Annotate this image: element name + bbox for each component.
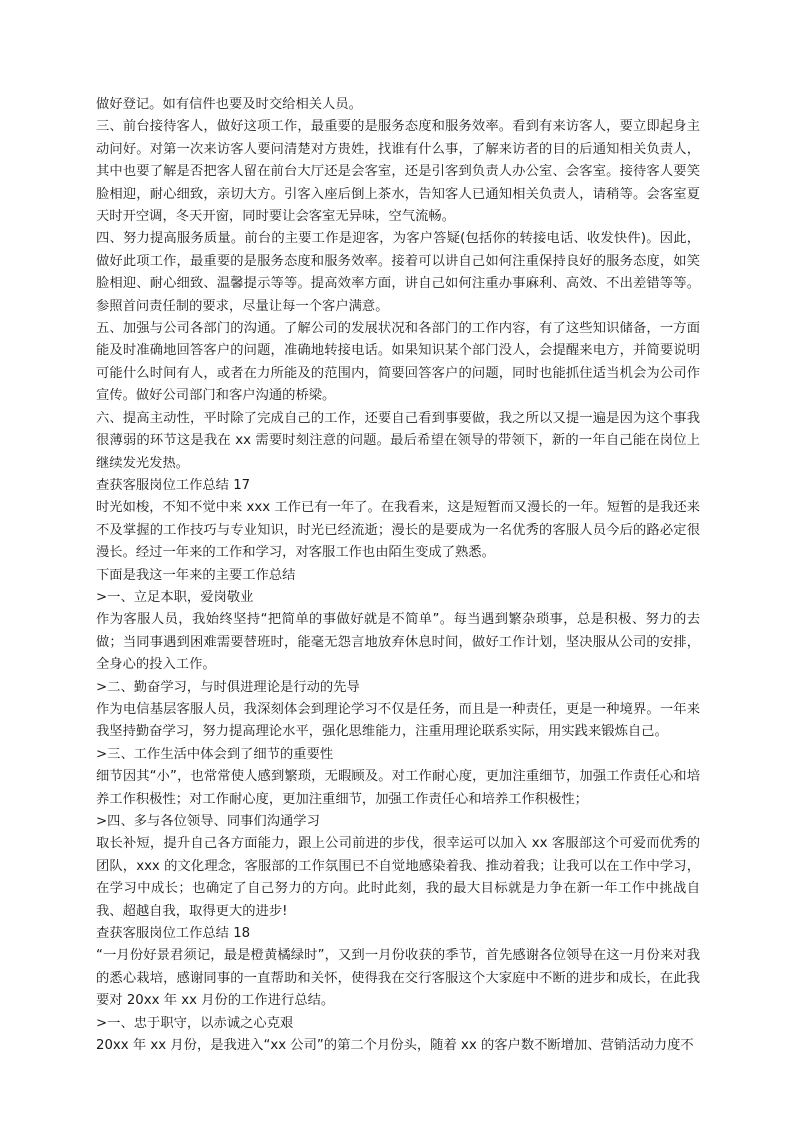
paragraph-item-5: 五、加强与公司各部门的沟通。了解公司的发展状况和各部门的工作内容，有了这些知识储备，一方面能及时准确地回答客户的问题，准确地转接电话。如果知识某个部门没人，会提醒来电方，并简要说明可能什么时间有人，或者在力所能及的范围内，简要回答客户的问题，同时也能抓住适当机会为公司作宣传。做好公司部门和客户沟通的桥梁。	[96, 321, 700, 404]
paragraph-sub-1: 作为客服人员，我始终坚持“把简单的事做好就是不简单”。每当遇到繁杂琐事，总是积极、努力的去做；当同事遇到困难需要替班时，能毫无怨言地放弃休息时间，做好工作计划，坚决服从公司的安排，全身心的投入工作。	[96, 612, 700, 673]
subheading-1: >一、立足本职，爱岗敬业	[96, 589, 254, 605]
document-body	[96, 94, 700, 1057]
paragraph-item-4: 四、努力提高服务质量。前台的主要工作是迎客，为客户答疑(包括你的转接电话、收发快件)。因此，做好此项工作，最重要的是服务态度和服务效率。接着可以讲自己如何注重保持良好的服务态度，如笑脸相迎、耐心细致、温馨提示等等。提高效率方面，讲自己如何注重办事麻利、高效、不出差错等等。参照首问责任制的要求，尽量让每一个客户满意。	[96, 231, 700, 314]
subheading-3: >三、工作生活中体会到了细节的重要性	[96, 746, 334, 762]
subheading-4: >四、多与各位领导、同事们沟通学习	[96, 814, 320, 829]
subheading-18-1: >一、忠于职守，以赤诚之心克艰	[96, 1015, 294, 1031]
paragraph-sub-2: 作为电信基层客服人员，我深刻体会到理论学习不仅是任务，而且是一种责任，更是一种境界。一年来我坚持勤奋学习，努力提高理论水平，强化思维能力，注重用理论联系实际，用实践来锻炼自己。	[96, 701, 700, 740]
paragraph-intro-17: 时光如梭，不知不觉中来 xxx 工作已有一年了。在我看来，这是短暂而又漫长的一年。短暂的是我还来不及掌握的工作技巧与专业知识，时光已经流逝；漫长的是要成为一名优秀的客服人员今后的路必定很漫长。经过一年来的工作和学习，对客服工作也由陌生变成了熟悉。	[96, 500, 700, 561]
paragraph-sub-18-1: 20xx 年 xx 月份，是我进入“xx 公司”的第二个月份头，随着 xx 的客户数不断增加、营销活动力度不	[96, 1038, 694, 1054]
paragraph-sub-4: 取长补短，提升自己各方面能力，跟上公司前进的步伐，很幸运可以加入 xx 客服部这个可爱而优秀的团队，xxx 的文化理念，客服部的工作氛围已不自觉地感染着我、推动着我；让我可以在工作中学习，在学习中成长；也确定了自己努力的方向。此时此刻，我的最大目标就是力争在新一年工作中挑战自我、超越自我，取得更大的进步!	[96, 836, 700, 919]
section-heading-17: 查获客服岗位工作总结 17	[96, 477, 251, 493]
paragraph-summary-lead: 下面是我这一年来的主要工作总结	[96, 567, 296, 583]
paragraph-intro-18: “一月份好景君须记，最是橙黄橘绿时”，又到一月份收获的季节，首先感谢各位领导在这一月份来对我的悉心栽培，感谢同事的一直帮助和关怀，使得我在交行客服这个大家庭中不断的进步和成长，在此我要对 20xx 年 xx 月份的工作进行总结。	[96, 948, 700, 1009]
paragraph-item-6: 六、提高主动性，平时除了完成自己的工作，还要自己看到事要做，我之所以又提一遍是因为这个事我很薄弱的环节这是我在 xx 需要时刻注意的问题。最后希望在领导的带领下，新的一年自己能在岗位上继续发光发热。	[96, 410, 700, 471]
paragraph-sub-3: 细节因其“小”，也常常使人感到繁琐，无暇顾及。对工作耐心度，更加注重细节，加强工作责任心和培养工作积极性；对工作耐心度，更加注重细节，加强工作责任心和培养工作积极性；	[96, 769, 700, 807]
paragraph-item-3: 三、前台接待客人，做好这项工作，最重要的是服务态度和服务效率。看到有来访客人，要立即起身主动问好。对第一次来访客人要问清楚对方贵姓，找谁有什么事，了解来访者的目的后通知相关负责人，其中也要了解是否把客人留在前台大厅还是会客室，还是引客到负责人办公室、会客室。接待客人要笑脸相迎，耐心细致，亲切大方。引客入座后倒上茶水，告知客人已通知相关负责人，请稍等。会客室夏天时开空调，冬天开窗，同时要让会客室无异味，空气流畅。	[96, 119, 700, 225]
section-heading-18: 查获客服岗位工作总结 18	[96, 926, 251, 942]
subheading-2: >二、勤奋学习，与时俱进理论是行动的先导	[96, 679, 360, 695]
paragraph-continuation: 做好登记。如有信件也要及时交给相关人员。	[96, 97, 362, 112]
